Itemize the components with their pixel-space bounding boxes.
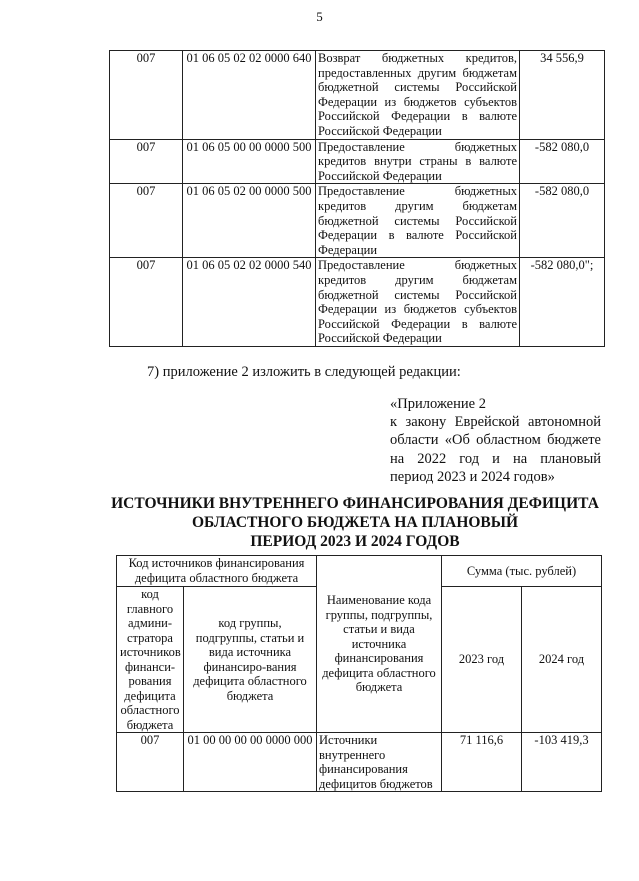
appendix-reference: «Приложение 2 к закону Еврейской автономной области «Об областном бюджете на 2022 год и на плановый период 2023 и 2024 годов» xyxy=(390,396,601,485)
amount-cell: 34 556,9 xyxy=(520,51,605,140)
header-name-cell: Наименование кода группы, подгруппы, статьи и вида источника финансирования дефицита областного бюджета xyxy=(317,556,442,733)
classification-code-cell: 01 00 00 00 00 0000 000 xyxy=(184,733,317,792)
table-row xyxy=(110,258,605,347)
table-header-row xyxy=(117,556,602,587)
page-number: 5 xyxy=(316,9,323,24)
header-admin-cell: код главного админи-стратора источников финанси-рования дефицита областного бюджета xyxy=(117,587,184,733)
description-cell: Возврат бюджетных кредитов, предоставленных другим бюджетам бюджетной системы Российской Федерации из бюджетов субъектов Российской Федерации в валюте Российской Федерации xyxy=(316,51,520,140)
admin-code-cell: 007 xyxy=(110,139,183,184)
amount-2024-cell: -103 419,3 xyxy=(522,733,602,792)
document-heading: ИСТОЧНИКИ ВНУТРЕННЕГО ФИНАНСИРОВАНИЯ ДЕФИЦИТА ОБЛАСТНОГО БЮДЖЕТА НА ПЛАНОВЫЙ ПЕРИОД 2023 И 2024 ГОДОВ xyxy=(111,495,599,550)
amount-cell: -582 080,0"; xyxy=(520,258,605,347)
description-cell: Предоставление бюджетных кредитов другим бюджетам бюджетной системы Российской Федерации из бюджетов субъектов Российской Федерации в валюте Российской Федерации xyxy=(316,258,520,347)
amount-cell: -582 080,0 xyxy=(520,184,605,258)
financing-sources-table xyxy=(116,555,602,792)
header-2023-cell: 2023 год xyxy=(442,587,522,733)
amount-2023-cell: 71 116,6 xyxy=(442,733,522,792)
classification-code-cell: 01 06 05 00 00 0000 500 xyxy=(183,139,316,184)
table-row xyxy=(110,184,605,258)
header-sum-cell: Сумма (тыс. рублей) xyxy=(442,556,602,587)
admin-code-cell: 007 xyxy=(110,184,183,258)
admin-code-cell: 007 xyxy=(117,733,184,792)
table-row xyxy=(110,51,605,140)
classification-code-cell: 01 06 05 02 00 0000 500 xyxy=(183,184,316,258)
header-group-cell: код группы, подгруппы, статьи и вида источника финансиро-вания дефицита областного бюджета xyxy=(184,587,317,733)
description-cell: Предоставление бюджетных кредитов внутри страны в валюте Российской Федерации xyxy=(316,139,520,184)
admin-code-cell: 007 xyxy=(110,51,183,140)
instruction-text: 7) приложение 2 изложить в следующей редакции: xyxy=(147,364,461,380)
continued-sources-table xyxy=(109,50,605,347)
header-codes-cell: Код источников финансирования дефицита областного бюджета xyxy=(117,556,317,587)
header-2024-cell: 2024 год xyxy=(522,587,602,733)
table-row xyxy=(110,139,605,184)
admin-code-cell: 007 xyxy=(110,258,183,347)
description-cell: Предоставление бюджетных кредитов другим бюджетам бюджетной системы Российской Федерации в валюте Российской Федерации xyxy=(316,184,520,258)
table-row xyxy=(117,733,602,792)
amount-cell: -582 080,0 xyxy=(520,139,605,184)
classification-code-cell: 01 06 05 02 02 0000 540 xyxy=(183,258,316,347)
classification-code-cell: 01 06 05 02 02 0000 640 xyxy=(183,51,316,140)
description-cell: Источники внутреннего финансирования дефицитов бюджетов xyxy=(317,733,442,792)
